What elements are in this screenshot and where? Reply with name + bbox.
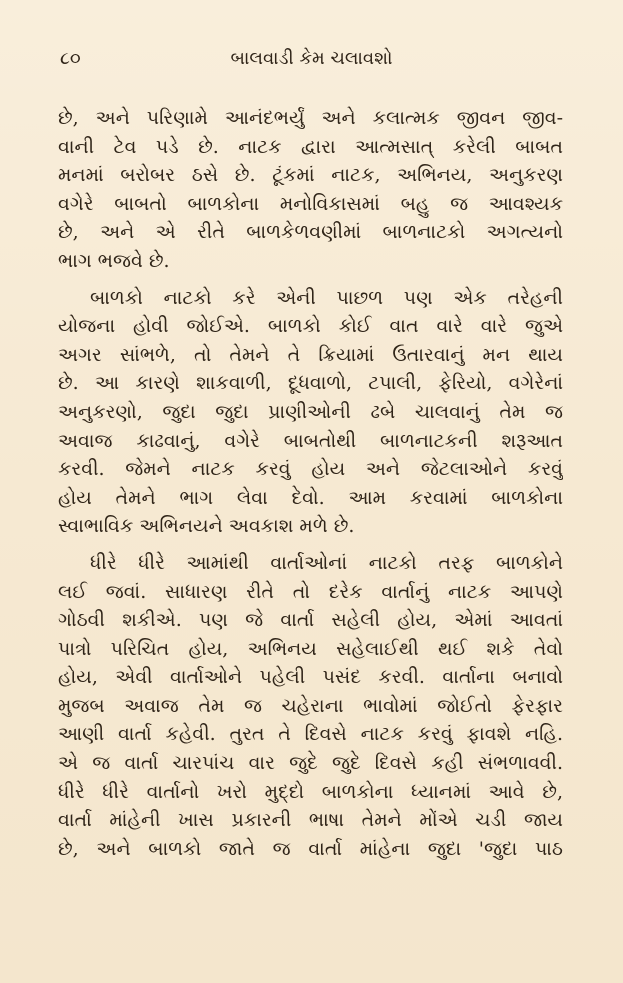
text-line: પાત્રો પરિચિત હોય, અભિનય સહેલાઈથી થઈ શકે તેવો [58,637,563,660]
text-line: મુજબ અવાજ તેમ જ ચહેરાના ભાવોમાં જોઈતો ફેરફાર [58,694,563,717]
text-line: યોજના હોવી જોઈએ. બાળકો કોઈ વાત વારે વારે જુએ [58,315,563,338]
text-line: વાર્તા માંહેની ખાસ પ્રકારની ભાષા તેમને મોંએ ચડી જાય [58,809,563,832]
text-line: આણી વાર્તા કહેવી. તુરત તે દિવસે નાટક કરવું ફાવશે નહિ. [58,723,563,746]
paragraph-gap [58,541,563,549]
text-line: ગોઠવી શકીએ. પણ જે વાર્તા સહેલી હોય, એમાં આવતાં [58,609,563,632]
text-line: છે. આ કારણે શાકવાળી, દૂધવાળો, ટપાલી, ફેરિયો, વગેરેનાં [58,372,563,395]
text-line: અનુકરણો, જુદા જુદા પ્રાણીઓની ઢબે ચાલવાનું તેમ જ [58,400,563,423]
text-line: છે, અને બાળકો જાતે જ વાર્તા માંહેના જુદા 'જુદા પાઠ [58,837,563,860]
paragraph-1 [58,104,563,276]
text-line: મનમાં બરોબર ઠસે છે. ટૂંકમાં નાટક, અભિનય, અનુકરણ [58,164,563,187]
text-line: અવાજ કાઢવાનું, વગેરે બાબતોથી બાળનાટકની શરૂઆત [58,429,563,452]
text-line: વાની ટેવ પડે છે. નાટક દ્વારા આત્મસાત્ કરેલી બાબત [58,135,563,158]
text-line: બાળકો નાટકો કરે એની પાછળ પણ એક તરેહની [90,286,563,309]
text-line: હોય તેમને ભાગ લેવા દેવો. આમ કરવામાં બાળકોના [58,486,563,509]
text-line: ધીરે ધીરે વાર્તાનો ખરો મુદ્દો બાળકોના ધ્યાનમાં આવે છે, [58,780,563,803]
text-line: અગર સાંભળે, તો તેમને તે ક્રિયામાં ઉતારવાનું મન થાય [58,343,563,366]
text-line: એ જ વાર્તા ચારપાંચ વાર જુદે જુદે દિવસે કહી સંભળાવવી. [58,752,563,775]
text-line: છે, અને એ રીતે બાળકેળવણીમાં બાળનાટકો અગત્યનો [58,221,563,244]
paragraph-gap [58,276,563,284]
text-line: કરવી. જેમને નાટક કરવું હોય અને જેટલાઓને કરવું [58,458,563,481]
body-text [58,104,563,863]
text-line: સ્વાભાવિક અભિનયને અવકાશ મળે છે. [58,515,355,538]
page-number: ૮૦ [60,48,81,69]
paragraph-3 [58,549,563,864]
page-header [60,44,563,80]
text-line: છે, અને પરિણામે આનંદભર્યું અને કલાત્મક જીવન જીવ- [58,107,563,129]
text-line: ભાગ ભજવે છે. [58,249,170,272]
text-line: લઈ જવાં. સાધારણ રીતે તો દરેક વાર્તાનું નાટક આપણે [58,580,563,603]
text-line: વગેરે બાબતો બાળકોના મનોવિકાસમાં બહુ જ આવશ્યક [58,192,563,215]
text-line: ધીરે ધીરે આમાંથી વાર્તાઓનાં નાટકો તરફ બાળકોને [90,551,563,574]
text-line: હોય, એવી વાર્તાઓને પહેલી પસંદ કરવી. વાર્તાના બનાવો [58,666,563,689]
paragraph-2 [58,284,563,541]
running-title: બાલવાડી કેમ ચલાવશો [230,48,393,69]
